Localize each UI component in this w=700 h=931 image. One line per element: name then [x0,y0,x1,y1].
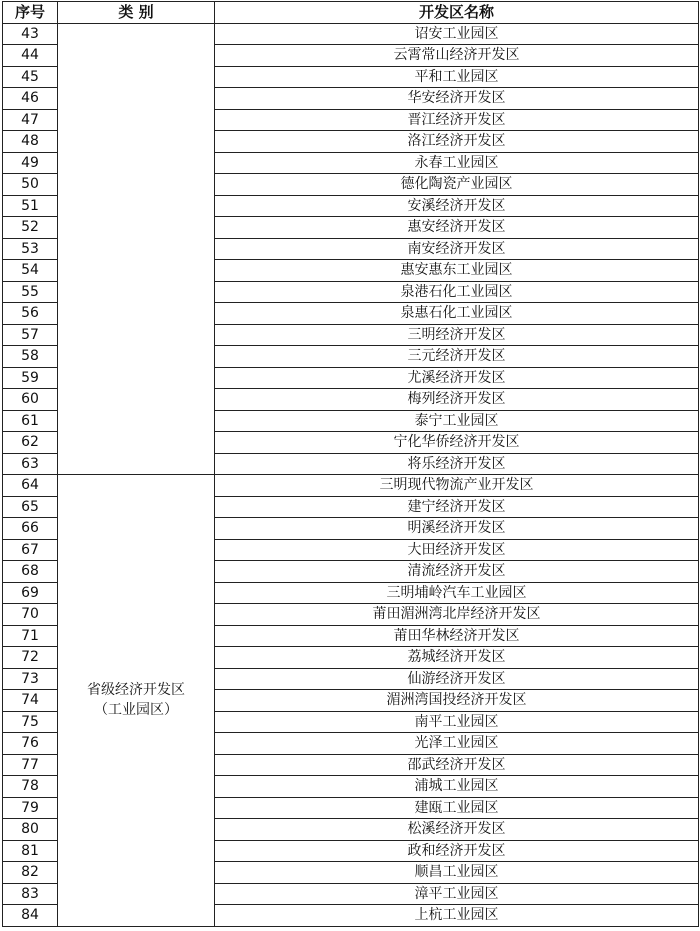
row-number: 68 [3,561,58,583]
zone-name: 清流经济开发区 [215,561,699,583]
row-number: 80 [3,819,58,841]
zone-name: 建瓯工业园区 [215,797,699,819]
row-number: 50 [3,174,58,196]
row-number: 48 [3,131,58,153]
row-number: 52 [3,217,58,239]
zone-name: 梅列经济开发区 [215,389,699,411]
row-number: 72 [3,647,58,669]
row-number: 76 [3,733,58,755]
zone-name: 三明埔岭汽车工业园区 [215,582,699,604]
row-number: 60 [3,389,58,411]
row-number: 69 [3,582,58,604]
zone-name: 南平工业园区 [215,711,699,733]
zone-name: 德化陶瓷产业园区 [215,174,699,196]
zone-name: 洛江经济开发区 [215,131,699,153]
row-number: 47 [3,109,58,131]
zone-name: 平和工业园区 [215,66,699,88]
row-number: 58 [3,346,58,368]
category-cell [58,475,215,927]
row-number: 46 [3,88,58,110]
zone-name: 漳平工业园区 [215,883,699,905]
zone-name: 泰宁工业园区 [215,410,699,432]
zone-name: 安溪经济开发区 [215,195,699,217]
zone-name: 诏安工业园区 [215,23,699,45]
row-number: 78 [3,776,58,798]
table-row [3,475,699,497]
row-number: 59 [3,367,58,389]
header-category: 类 别 [58,2,215,24]
row-number: 63 [3,453,58,475]
zone-name: 浦城工业园区 [215,776,699,798]
zone-name: 三元经济开发区 [215,346,699,368]
zone-name: 莆田华林经济开发区 [215,625,699,647]
zone-name: 三明经济开发区 [215,324,699,346]
row-number: 66 [3,518,58,540]
row-number: 79 [3,797,58,819]
zone-name: 荔城经济开发区 [215,647,699,669]
row-number: 71 [3,625,58,647]
row-number: 53 [3,238,58,260]
row-number: 56 [3,303,58,325]
zone-name: 泉港石化工业园区 [215,281,699,303]
row-number: 75 [3,711,58,733]
zone-name: 泉惠石化工业园区 [215,303,699,325]
table-body [3,23,699,926]
row-number: 77 [3,754,58,776]
zone-name: 光泽工业园区 [215,733,699,755]
zone-name: 惠安惠东工业园区 [215,260,699,282]
row-number: 45 [3,66,58,88]
zone-name: 惠安经济开发区 [215,217,699,239]
row-number: 65 [3,496,58,518]
row-number: 81 [3,840,58,862]
development-zone-table [2,1,699,927]
zone-name: 将乐经济开发区 [215,453,699,475]
zone-name: 三明现代物流产业开发区 [215,475,699,497]
row-number: 82 [3,862,58,884]
category-label: （工业园区） [94,702,178,719]
zone-name: 永春工业园区 [215,152,699,174]
zone-name: 华安经济开发区 [215,88,699,110]
row-number: 67 [3,539,58,561]
zone-name: 上杭工业园区 [215,905,699,927]
row-number: 70 [3,604,58,626]
zone-name: 晋江经济开发区 [215,109,699,131]
zone-name: 明溪经济开发区 [215,518,699,540]
row-number: 64 [3,475,58,497]
row-number: 62 [3,432,58,454]
row-number: 43 [3,23,58,45]
zone-name: 南安经济开发区 [215,238,699,260]
zone-name: 建宁经济开发区 [215,496,699,518]
row-number: 73 [3,668,58,690]
category-cell [58,23,215,475]
zone-name: 邵武经济开发区 [215,754,699,776]
zone-name: 松溪经济开发区 [215,819,699,841]
zone-name: 湄洲湾国投经济开发区 [215,690,699,712]
zone-name: 云霄常山经济开发区 [215,45,699,67]
row-number: 55 [3,281,58,303]
row-number: 49 [3,152,58,174]
row-number: 61 [3,410,58,432]
header-no: 序号 [3,2,58,24]
category-label: 省级经济开发区 [87,682,185,699]
table-row [3,23,699,45]
row-number: 84 [3,905,58,927]
zone-name: 莆田湄洲湾北岸经济开发区 [215,604,699,626]
zone-name: 宁化华侨经济开发区 [215,432,699,454]
row-number: 54 [3,260,58,282]
row-number: 83 [3,883,58,905]
zone-name: 政和经济开发区 [215,840,699,862]
zone-name: 尤溪经济开发区 [215,367,699,389]
row-number: 44 [3,45,58,67]
row-number: 57 [3,324,58,346]
header-name: 开发区名称 [215,2,699,24]
zone-name: 顺昌工业园区 [215,862,699,884]
header-row [3,2,699,24]
zone-name: 大田经济开发区 [215,539,699,561]
zone-name: 仙游经济开发区 [215,668,699,690]
row-number: 74 [3,690,58,712]
row-number: 51 [3,195,58,217]
